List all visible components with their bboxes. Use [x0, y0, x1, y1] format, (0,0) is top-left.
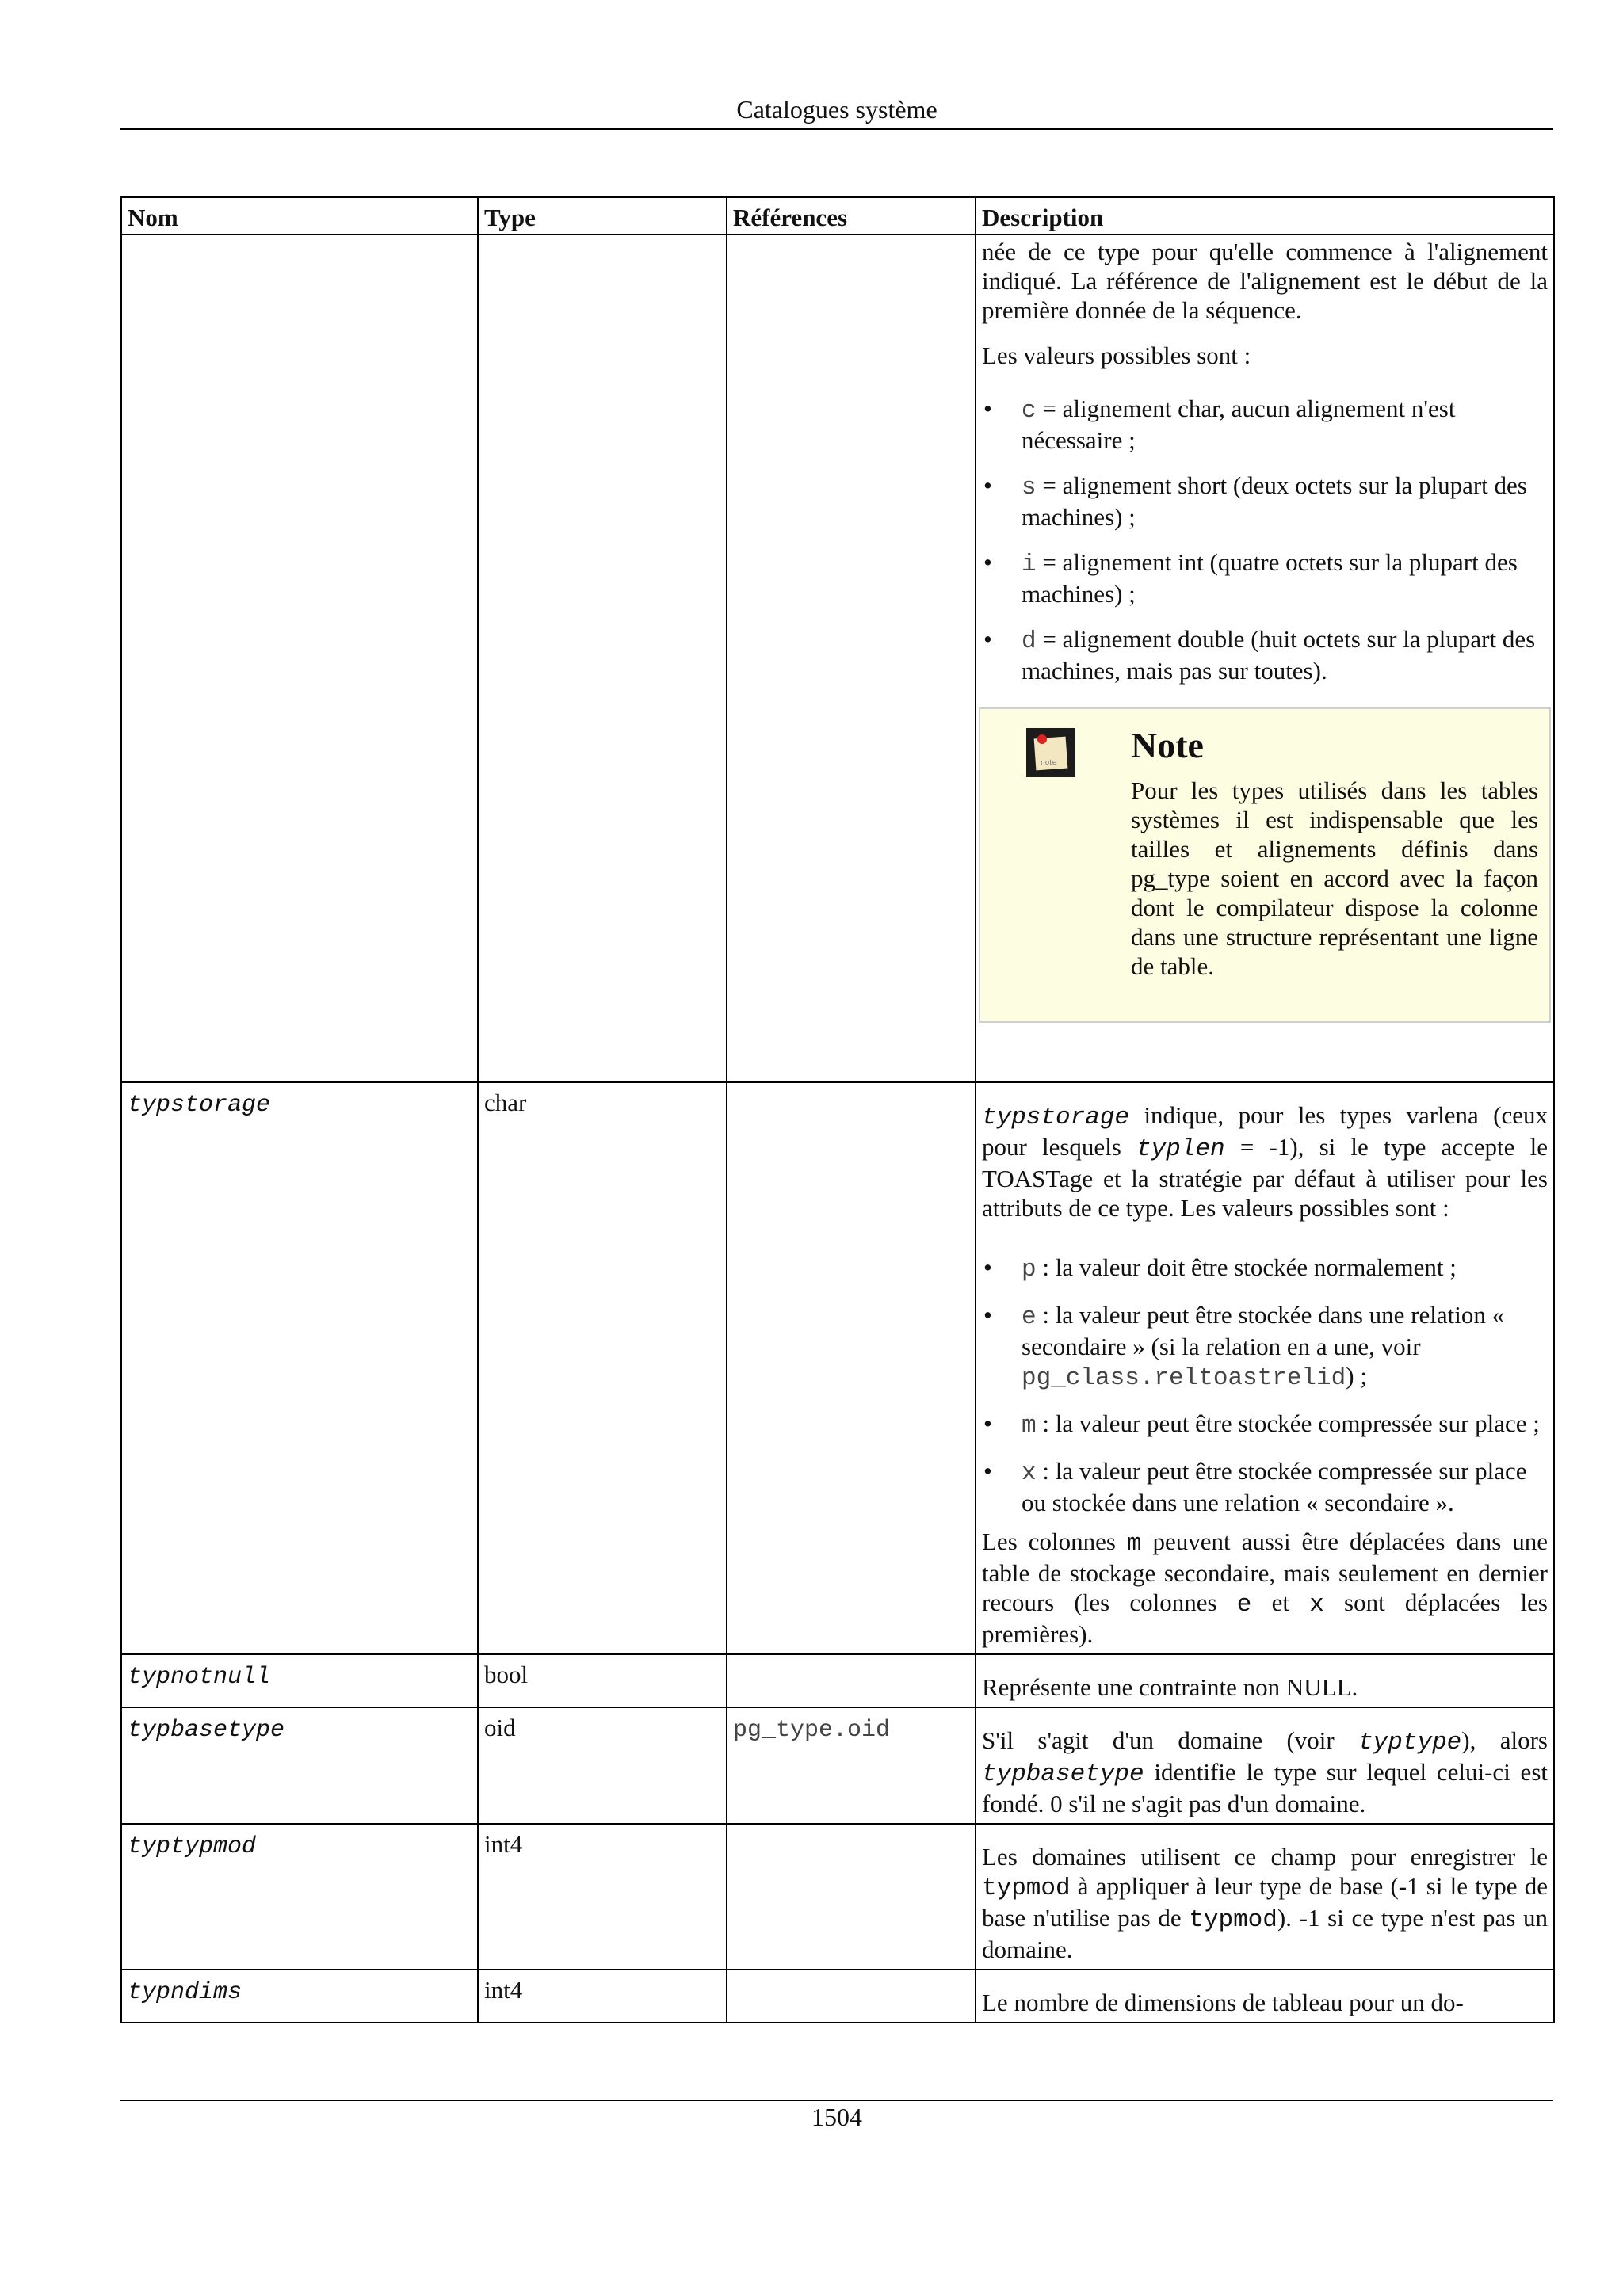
table-row [121, 1082, 1554, 1654]
list-item: • x : la valeur peut être stockée compressée sur place ou stockée dans une relation « secondaire ». [983, 1457, 1527, 1516]
list-item: • d = alignement double (huit octets sur la plupart des machines, mais pas sur toutes). [983, 625, 1536, 685]
storage-values-list [982, 1253, 1548, 1517]
cell-type: int4 [478, 1824, 727, 1970]
cell-name: typnotnull [121, 1654, 478, 1707]
list-item: • c = alignement char, aucun alignement n'est nécessaire ; [983, 395, 1456, 454]
description-paragraph: Représente une contrainte non NULL. [982, 1673, 1358, 1701]
footer-rule [120, 2100, 1553, 2101]
cell-name: typndims [121, 1970, 478, 2023]
list-item: • s = alignement short (deux octets sur la plupart des machines) ; [983, 471, 1527, 531]
cell-type [478, 235, 727, 1082]
cell-name [121, 235, 478, 1082]
alignment-values-list [982, 394, 1548, 685]
cell-name: typtypmod [121, 1824, 478, 1970]
table-header-row [121, 197, 1554, 235]
note-text: Pour les types utilisés dans les tables systèmes il est indispensable que les tailles et alignements définis dans pg_type soient en accord avec la façon dont le compilateur dispose la colonne dans une structure représentant une ligne de table. [1131, 776, 1538, 980]
cell-name: typbasetype [121, 1707, 478, 1824]
description-paragraph: S'il s'agit d'un domaine (voir typtype), alors typbasetype identifie le type sur lequel celui-ci est fondé. 0 s'il ne s'agit pas d'un domaine. [982, 1726, 1548, 1817]
cell-type: oid [478, 1707, 727, 1824]
cell-type: char [478, 1082, 727, 1654]
description-paragraph: Les domaines utilisent ce champ pour enregistrer le typmod à appliquer à leur type de base (-1 si le type de base n'utilise pas de typmod). -1 si ce type n'est pas un domaine. [982, 1843, 1548, 1963]
cell-ref [727, 1654, 976, 1707]
values-intro: Les valeurs possibles sont : [982, 341, 1251, 369]
table-row-continuation [121, 235, 1554, 1082]
table-row [121, 1654, 1554, 1707]
note-icon: note [1026, 728, 1075, 777]
cell-description [976, 1707, 1554, 1824]
cell-ref [727, 1824, 976, 1970]
description-paragraph: née de ce type pour qu'elle commence à l'alignement indiqué. La référence de l'alignement est le début de la première donnée de la séquence. [982, 238, 1548, 324]
cell-description [976, 1082, 1554, 1654]
note-admonition [979, 707, 1551, 1023]
header-rule [120, 128, 1553, 130]
cell-ref [727, 1970, 976, 2023]
description-paragraph: typstorage indique, pour les types varlena (ceux pour lesquels typlen = -1), si le type accepte le TOASTage et la stratégie par défaut à utiliser pour les attributs de ce type. Les valeurs possibles sont : [982, 1101, 1548, 1222]
list-item: • e : la valeur peut être stockée dans une relation « secondaire » (si la relation en a une, voir pg_class.reltoastrelid) ; [983, 1301, 1505, 1392]
cell-description [976, 1824, 1554, 1970]
page-header-title: Catalogues système [736, 95, 938, 124]
list-item: • p : la valeur doit être stockée normalement ; [983, 1253, 1457, 1283]
cell-description [976, 1654, 1554, 1707]
column-header-references: Références [727, 197, 976, 235]
list-item: • i = alignement int (quatre octets sur la plupart des machines) ; [983, 548, 1518, 608]
column-header-type: Type [478, 197, 727, 235]
table-row [121, 1707, 1554, 1824]
cell-name: typstorage [121, 1082, 478, 1654]
cell-ref: pg_type.oid [727, 1707, 976, 1824]
page-number: 1504 [812, 2103, 862, 2131]
column-header-nom: Nom [121, 197, 478, 235]
table-row [121, 1970, 1554, 2023]
cell-ref [727, 235, 976, 1082]
table-row [121, 1824, 1554, 1970]
cell-type: int4 [478, 1970, 727, 2023]
list-item: • m : la valeur peut être stockée compressée sur place ; [983, 1409, 1540, 1440]
description-paragraph: Les colonnes m peuvent aussi être déplacées dans une table de stockage secondaire, mais seulement en dernier recours (les colonnes e et x sont déplacées les premières). [982, 1527, 1548, 1648]
cell-description [976, 235, 1554, 1082]
cell-type: bool [478, 1654, 727, 1707]
description-paragraph: Le nombre de dimensions de tableau pour un do- [982, 1989, 1464, 2016]
note-title: Note [1131, 725, 1204, 765]
cell-description [976, 1970, 1554, 2023]
catalog-table [120, 196, 1555, 2023]
column-header-description: Description [976, 197, 1554, 235]
cell-ref [727, 1082, 976, 1654]
